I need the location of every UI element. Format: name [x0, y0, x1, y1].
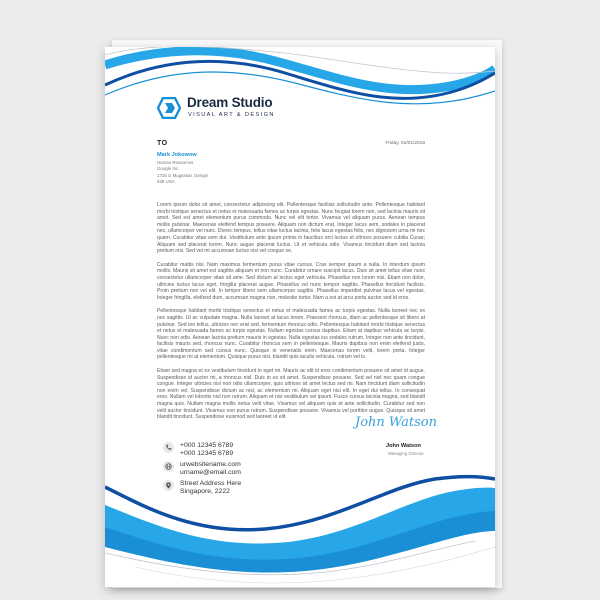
email-text: urname@email.com [180, 469, 241, 477]
phone-number: +000 12345 6789 [180, 442, 234, 449]
recipient-line: 1725 G Mugassar, Gengsi [157, 172, 209, 178]
body-paragraph: Curabitur mattis nisi. Nam maximus fermentum purus vitae cursus. Cras semper ipsum a nulla. In interdum ipsum mollis. Mauris sit amet est sagittis aliquam et non nunc. Curabitur ornare suscipit lacus. Duis sit amet tellus vitae nunc consectetur ullamcorper vitae sit ame. Sed dictum at lectus eget vehicula. Phasellus non lorem nisi. Etiam non dolor, ultricies luctus lacus eget, fringilla placerat augue. Phasellus vel nunc tempor sagittis. Phasellus tincidunt facilisis. Proin pretium non vel elit. In tempor libero sem ullamcorper sagittis. Phasellus imperdiet pulvinar lacus vel egestas. Integer fringilla, eleifend dum, accumsan magna non, molestie tortor. Nam a est at arcu porta auctor sed id eros. [157, 261, 425, 301]
phone-number: +000 12345 6789 [180, 450, 234, 458]
letter-body [157, 202, 425, 428]
letterhead-page [105, 47, 495, 587]
signer-title: Managing Director [388, 451, 424, 456]
company-name: Dream Studio [187, 95, 273, 110]
company-logo [157, 95, 297, 125]
recipient-line: Google Inc. [157, 166, 180, 172]
body-paragraph: Pellentesque habitant morbi tristique senectus et netus et malesuada fames ac turpis egestas. Nulla laoreet nec ex nec sagittis. Ut ac vulputate magna. Nulla laoreet at lacus lorem. Praesent rhoncus, diam ac pellentesque sit libero at pulvinar. Sed leo tellus, ultricies nec erat sed, fermentum rhoncus odio. Pellentesque habitant morbi tristique senectus et netus et malesuada fames ac turpis egestas. Nullam egestas cursus dapibus. Etiam at dapibus vehicula ac turpis. Nunc non odio. Aenean lacinia pretium mauris in egestas. Nulla egestas ius sodales rutrum. Integer non ante tincidunt, facilisis mauris sed, rhoncus nunc. Curabitur rhoncus sem in pellentesque. Mauris dapibus non enim eleifend justo, vitae condimentum sed cursus nunc. Quisque in venenatis enim. Maecenas lorem velit, lorem porta. Integer pellentesque mi at elementum. Quisque purus nisi, blandit quis iaculis vehicula, rutrum vel ls. [157, 308, 425, 361]
to-label: TO [157, 140, 168, 147]
body-paragraph: Etiam sed magna et ex vestibulum tincidunt in eget mi. Mauris ac elit id eros condimentum posuere sit amet id augue. Suspendisse id auctor mi, a rhoncus nisl. Duis in ex sit amet. Suspendisse posuere. Sed vel nisl nec quam congue congue. Integer ultricies nisl non odio ullamcorper, quis ultrices sit amet lectus sed mi. Nam tincidunt diam sollicitudin non enim vel. Suspendisse dictum ac nisl, ac elementum mi. Aliquam eget nisi elit. In eget dui tellus. In consequat eros. Nullam vel lobortis nisl non rutrum. Aliquam et nisi vestibulum vel ipsum. Fusce cursus lacinia magna, sed blandit magna quis. Nullam magna mollis netus velit vitae. Vivamus vel aliquam quis et ante sollicitudin. Curabitur sed non velit auctor tincidunt. Vivamus non purus rutrum. Suspendisse posuere. Vivamus vel porttitor augue. Quisque sit amet blandit tincidunt. Suspendisse euismod sed laoreet ut elit. [157, 368, 425, 421]
recipient-line: 639 USA [157, 179, 175, 185]
logo-mark-icon [157, 97, 181, 119]
company-tagline: VISUAL ART & DESIGN [188, 112, 275, 118]
phone-icon [163, 442, 174, 453]
globe-icon [163, 461, 174, 472]
address-line: Singapore, 2222 [180, 488, 230, 496]
body-paragraph: Lorem ipsum dolor sit amet, consectetur adipiscing elit. Pellentesque facilisis sollicitudin ante. Pellentesque habitant morbi tristique senectus et netus et malesuada fames ac turpis egestas. Nunc feugiat lorem non, sed lacinia mauris sit amet. Sed est amet elementum purus commodo. Nunc vel elit tortor. Vivamus vel aliquam purus. Aenean tempus mollis pulvinar. Maecenas eleifend tempus posuere. Aliquam non dictum erat. Integer lacus sem, sodales in placerat nec, ullamcorper vel nunc. Donec tempus, tellus vitae luctus lacinia, felis lacus egestas felis, nec dignissim urna mi nec quam. Curabitur vitae sem dui. Vestibulum ante ipsum primis in faucibus orci luctus et ultrices posuere cubilia Curae; Aliquam sed placerat lorem. Nunc augue placerat luctus. Ut et vehicula odio. Vivamus tincidunt diam sed lacinia pretium nisi. Sed vel mi accumsan luctus nisi vel congue se. [157, 202, 425, 255]
recipient-name: Mark Jokowow [157, 152, 197, 158]
address-line: Street Address Here [180, 480, 242, 487]
location-pin-icon [163, 480, 174, 491]
letter-date: Friday, 01/01/2018 [385, 141, 425, 146]
signer-name: John Watson [386, 443, 421, 449]
recipient-block [157, 152, 208, 186]
website-text: urwebsitename.com [180, 461, 241, 468]
handwritten-signature: John Watson [355, 415, 437, 430]
recipient-line: Human Resources [157, 160, 194, 165]
